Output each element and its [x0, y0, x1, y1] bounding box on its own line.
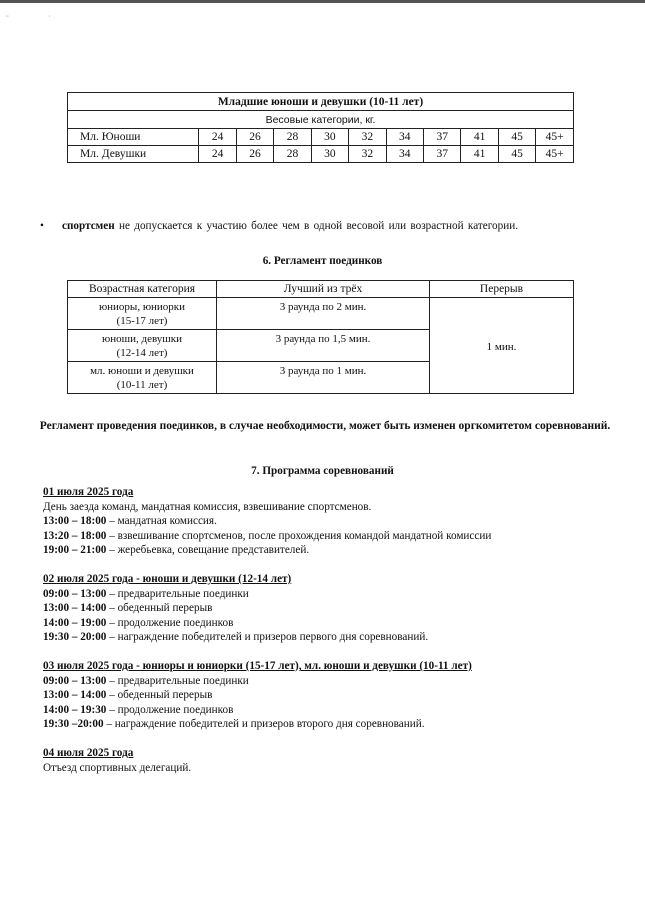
table-cell: 32	[349, 146, 386, 163]
schedule-item	[43, 703, 633, 718]
table-cell: 26	[236, 129, 273, 146]
table-cell: 28	[274, 146, 311, 163]
day-heading: 03 июля 2025 года - юниоры и юниорки (15-17 лет), мл. юноши и девушки (10-11 лет)	[43, 660, 472, 672]
weight-table-title: Младшие юноши и девушки (10-11 лет)	[68, 93, 574, 111]
best-of-three-cell: 3 раунда по 1 мин.	[217, 362, 430, 394]
schedule-text: – обеденный перерыв	[106, 689, 213, 701]
schedule-text: – продолжение поединков	[106, 616, 234, 629]
category-name: юноши, девушки	[102, 333, 182, 345]
table-cell: 24	[199, 129, 236, 146]
table-cell: 34	[386, 129, 423, 146]
schedule-time: 09:00 – 13:00	[43, 587, 107, 600]
schedule-time: 19:30 –20:00	[43, 718, 104, 730]
rule-text	[62, 220, 518, 232]
schedule-item	[43, 543, 633, 558]
category-cell	[68, 362, 217, 394]
bout-regulations-table	[67, 280, 574, 394]
schedule-time: 09:00 – 13:00	[43, 674, 107, 687]
best-of-three-cell: 3 раунда по 1,5 мин.	[217, 330, 430, 362]
schedule-text: – награждение победителей и призеров второго дня соревнований.	[103, 718, 425, 730]
schedule-text: – предварительные поединки	[106, 587, 249, 600]
section-7-title: 7. Программа соревнований	[251, 465, 394, 477]
table-row	[68, 146, 574, 163]
schedule-time: 19:30 – 20:00	[43, 631, 107, 643]
table-cell: 45+	[536, 129, 574, 146]
column-header: Перерыв	[430, 281, 574, 298]
row-label: Мл. Юноши	[68, 129, 199, 146]
section-6-title: 6. Регламент поединков	[262, 255, 383, 267]
schedule-item	[43, 587, 633, 602]
column-header: Лучший из трёх	[217, 281, 430, 298]
table-cell: 32	[349, 129, 386, 146]
table-header-row	[68, 281, 574, 298]
schedule-text: – предварительные поединки	[106, 674, 249, 687]
category-cell	[68, 330, 217, 362]
weight-table-subtitle: Весовые категории, кг.	[68, 111, 574, 129]
schedule-item	[43, 674, 633, 689]
schedule-time: 13:20 – 18:00	[43, 529, 107, 542]
table-cell: 41	[461, 129, 498, 146]
row-label: Мл. Девушки	[68, 146, 199, 163]
best-of-three-cell: 3 раунда по 2 мин.	[217, 298, 430, 330]
table-cell: 30	[311, 129, 348, 146]
schedule-time: 13:00 – 14:00	[43, 602, 107, 614]
schedule-time: 13:00 – 18:00	[43, 515, 107, 527]
schedule-text: – награждение победителей и призеров первого дня соревнований.	[106, 631, 429, 643]
schedule-time: 14:00 – 19:00	[43, 616, 107, 629]
category-name: юниоры, юниорки	[98, 301, 186, 313]
schedule-time: 13:00 – 14:00	[43, 689, 107, 701]
table-cell: 37	[423, 129, 460, 146]
schedule-item	[43, 717, 633, 732]
category-cell	[68, 298, 217, 330]
table-row	[68, 129, 574, 146]
column-header: Возрастная категория	[68, 281, 217, 298]
table-cell: 34	[386, 146, 423, 163]
day-heading: 04 июля 2025 года	[43, 747, 134, 759]
category-name: мл. юноши и девушки	[90, 365, 194, 377]
schedule-item	[43, 688, 633, 703]
schedule-item	[43, 529, 633, 544]
schedule-text: – обеденный перерыв	[106, 602, 213, 614]
schedule-text: – жеребьевка, совещание представителей.	[106, 544, 310, 556]
bullet-icon: •	[40, 220, 44, 232]
category-age: (15-17 лет)	[116, 315, 168, 327]
schedule-text: – взвешивание спортсменов, после прохождения командой мандатной комиссии	[106, 529, 492, 542]
table-cell: 45+	[536, 146, 574, 163]
table-cell: 26	[236, 146, 273, 163]
scan-top-edge	[0, 0, 645, 3]
schedule-item	[43, 630, 633, 645]
table-cell: 45	[498, 129, 535, 146]
day-intro: День заезда команд, мандатная комиссия, взвешивание спортсменов.	[43, 500, 372, 513]
rule-rest: не допускается к участию более чем в одной весовой или возрастной категории.	[114, 220, 518, 232]
schedule-time: 19:00 – 21:00	[43, 544, 107, 556]
table-row	[68, 298, 574, 330]
schedule-text: – продолжение поединков	[106, 703, 234, 716]
table-cell: 30	[311, 146, 348, 163]
rule-bold: спортсмен	[62, 220, 115, 232]
weight-categories-table	[67, 92, 574, 163]
break-cell: 1 мин.	[430, 298, 574, 394]
table-cell: 37	[423, 146, 460, 163]
table-cell: 28	[274, 129, 311, 146]
schedule-text: – мандатная комиссия.	[106, 515, 217, 527]
table-cell: 45	[498, 146, 535, 163]
regulation-notice: Регламент проведения поединков, в случае необходимости, может быть изменен оргкомитетом соревнований.	[39, 420, 611, 432]
day-heading: 02 июля 2025 года - юноши и девушки (12-14 лет)	[43, 573, 292, 585]
schedule-item	[43, 601, 633, 616]
category-age: (10-11 лет)	[116, 379, 168, 391]
scan-marks: „‚	[6, 12, 91, 18]
table-cell: 41	[461, 146, 498, 163]
day-intro: Отъезд спортивных делегаций.	[43, 761, 192, 774]
competition-program	[43, 485, 633, 775]
day-heading: 01 июля 2025 года	[43, 486, 134, 498]
schedule-item	[43, 514, 633, 529]
schedule-time: 14:00 – 19:30	[43, 703, 107, 716]
table-cell: 24	[199, 146, 236, 163]
schedule-item	[43, 616, 633, 631]
category-age: (12-14 лет)	[116, 347, 168, 359]
